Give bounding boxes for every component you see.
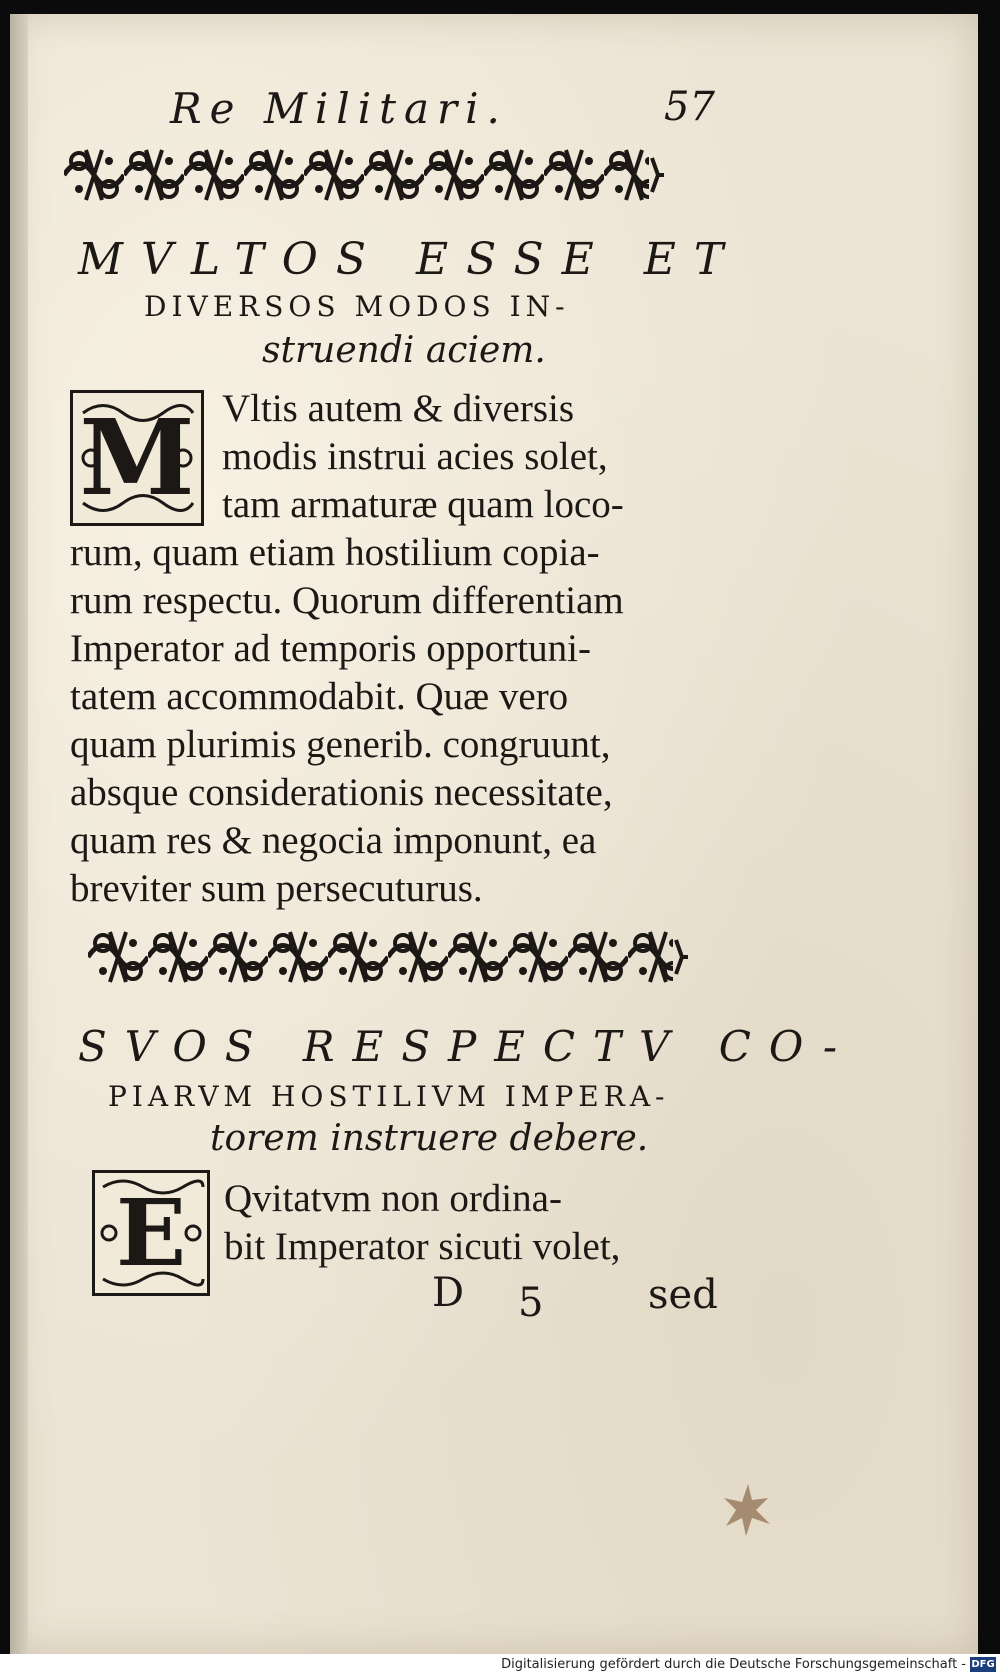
signature-number: 5 — [518, 1280, 544, 1326]
section-heading-line: PIARVM HOSTILIVM IMPERA- — [108, 1080, 670, 1113]
section-heading-line: struendi aciem. — [262, 330, 546, 371]
body-text-line: tam armaturæ quam loco- — [222, 483, 624, 526]
page-number: 57 — [664, 84, 715, 130]
initial-letter: M — [79, 396, 195, 519]
body-text-line: Qvitatvm non ordina- — [224, 1177, 562, 1220]
initial-letter: E — [115, 1179, 187, 1287]
section-heading-line: DIVERSOS MODOS IN- — [144, 290, 570, 323]
decorated-initial-m — [70, 390, 204, 526]
running-head: Re Militari. — [170, 84, 508, 133]
ornament-band-middle — [88, 926, 688, 988]
body-text-line: quam res & negocia imponunt, ea — [70, 819, 597, 862]
body-text-line: modis instrui acies solet, — [222, 435, 608, 478]
body-text-line: Vltis autem & diversis — [222, 387, 575, 430]
body-text-line: Imperator ad temporis opportuni- — [70, 627, 591, 670]
body-text-line: tatem accommodabit. Quæ vero — [70, 675, 569, 718]
body-text-line: rum respectu. Quorum differentiam — [70, 579, 624, 622]
section-heading-line: SVOS RESPECTV CO- — [78, 1022, 856, 1071]
section-heading-line: MVLTOS ESSE ET — [78, 234, 742, 285]
funding-notice: Digitalisierung gefördert durch die Deutsche Forschungsgemeinschaft - — [501, 1657, 966, 1672]
catchword: sed — [648, 1272, 718, 1318]
section-heading-line: torem instruere debere. — [210, 1118, 649, 1159]
decorated-initial-e — [92, 1170, 210, 1296]
signature-mark: D — [432, 1270, 465, 1316]
body-text-line: absque considerationis necessitate, — [70, 771, 613, 814]
page-binding-edge — [10, 14, 28, 1654]
body-text-line: quam plurimis generib. congruunt, — [70, 723, 611, 766]
body-text-line: rum, quam etiam hostilium copia- — [70, 531, 600, 574]
body-text-line: breviter sum persecuturus. — [70, 867, 483, 910]
ink-stain — [718, 1480, 778, 1540]
body-text-line: bit Imperator sicuti volet, — [224, 1225, 621, 1268]
dfg-logo: DFG — [971, 1659, 995, 1670]
ornament-band-top — [64, 144, 664, 206]
